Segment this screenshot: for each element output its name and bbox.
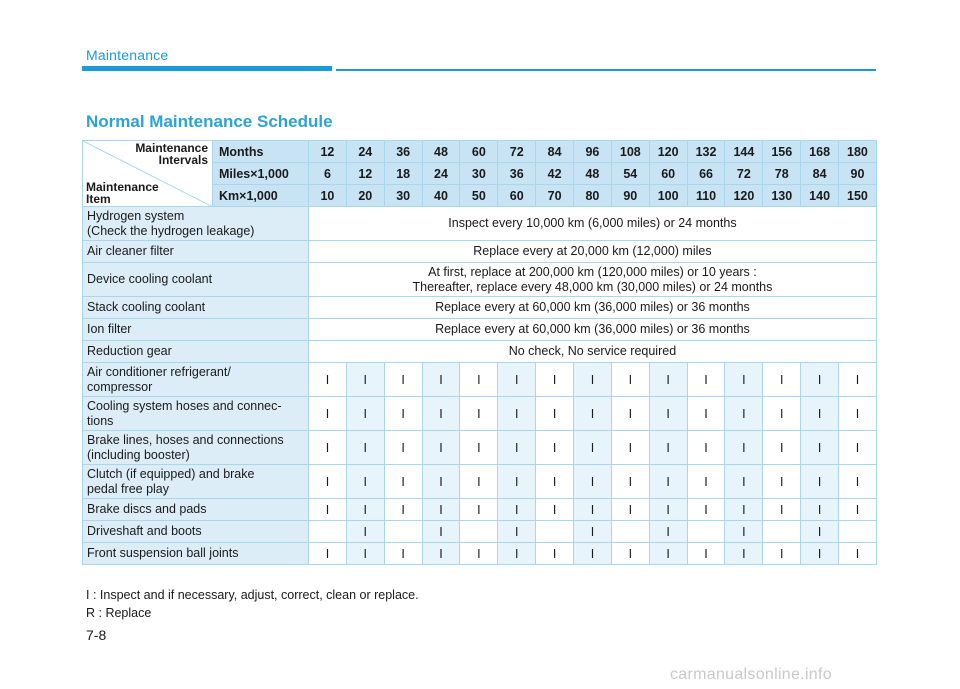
schedule-cell: I bbox=[384, 499, 422, 521]
interval-header-row bbox=[83, 141, 877, 163]
interval-value: 6 bbox=[309, 163, 347, 185]
schedule-cell: I bbox=[611, 543, 649, 565]
maintenance-item-label: Hydrogen system (Check the hydrogen leakage) bbox=[83, 207, 309, 241]
interval-unit-label: Months bbox=[213, 141, 309, 163]
interval-value: 156 bbox=[763, 141, 801, 163]
schedule-cell: I bbox=[763, 465, 801, 499]
schedule-cell: I bbox=[574, 431, 612, 465]
interval-value: 72 bbox=[498, 141, 536, 163]
interval-value: 66 bbox=[687, 163, 725, 185]
schedule-cell: I bbox=[725, 397, 763, 431]
interval-value: 132 bbox=[687, 141, 725, 163]
schedule-cell: I bbox=[460, 363, 498, 397]
schedule-cell: I bbox=[384, 465, 422, 499]
schedule-cell: I bbox=[763, 397, 801, 431]
interval-value: 90 bbox=[839, 163, 877, 185]
schedule-cell: I bbox=[839, 543, 877, 565]
schedule-cell: I bbox=[498, 363, 536, 397]
schedule-cell: I bbox=[309, 363, 347, 397]
schedule-cell: I bbox=[346, 499, 384, 521]
schedule-cell: I bbox=[839, 431, 877, 465]
interval-value: 168 bbox=[801, 141, 839, 163]
table-corner-cell bbox=[83, 141, 213, 207]
schedule-cell: I bbox=[801, 465, 839, 499]
schedule-cell: I bbox=[309, 431, 347, 465]
header-bar-thin bbox=[336, 69, 876, 71]
interval-value: 80 bbox=[574, 185, 612, 207]
schedule-cell: I bbox=[574, 499, 612, 521]
schedule-cell: I bbox=[346, 543, 384, 565]
maintenance-instruction: Replace every at 20,000 km (12,000) miles bbox=[309, 241, 877, 263]
interval-value: 78 bbox=[763, 163, 801, 185]
maintenance-item-label: Clutch (if equipped) and brake pedal free play bbox=[83, 465, 309, 499]
interval-value: 84 bbox=[801, 163, 839, 185]
schedule-cell: I bbox=[309, 397, 347, 431]
schedule-cell: I bbox=[649, 397, 687, 431]
interval-value: 54 bbox=[611, 163, 649, 185]
schedule-cell: I bbox=[309, 543, 347, 565]
schedule-cell: I bbox=[574, 465, 612, 499]
schedule-cell: I bbox=[649, 543, 687, 565]
interval-value: 120 bbox=[649, 141, 687, 163]
schedule-cell: I bbox=[687, 543, 725, 565]
maintenance-item-label: Brake discs and pads bbox=[83, 499, 309, 521]
schedule-cell bbox=[839, 521, 877, 543]
schedule-cell: I bbox=[687, 363, 725, 397]
schedule-cell: I bbox=[422, 363, 460, 397]
schedule-cell: I bbox=[460, 499, 498, 521]
schedule-cell: I bbox=[384, 397, 422, 431]
schedule-cell: I bbox=[460, 431, 498, 465]
interval-value: 20 bbox=[346, 185, 384, 207]
interval-value: 12 bbox=[309, 141, 347, 163]
schedule-cell: I bbox=[801, 521, 839, 543]
maintenance-item-label: Brake lines, hoses and connections (including booster) bbox=[83, 431, 309, 465]
interval-value: 130 bbox=[763, 185, 801, 207]
table-row bbox=[83, 431, 877, 465]
schedule-cell: I bbox=[422, 521, 460, 543]
interval-value: 12 bbox=[346, 163, 384, 185]
schedule-cell: I bbox=[346, 397, 384, 431]
interval-value: 18 bbox=[384, 163, 422, 185]
schedule-cell: I bbox=[687, 499, 725, 521]
schedule-cell: I bbox=[839, 397, 877, 431]
schedule-cell: I bbox=[611, 363, 649, 397]
schedule-cell bbox=[687, 521, 725, 543]
table-row bbox=[83, 363, 877, 397]
interval-value: 140 bbox=[801, 185, 839, 207]
table-row bbox=[83, 465, 877, 499]
schedule-cell: I bbox=[763, 543, 801, 565]
schedule-cell bbox=[309, 521, 347, 543]
schedule-cell: I bbox=[611, 397, 649, 431]
schedule-cell: I bbox=[839, 363, 877, 397]
maintenance-item-label: Air conditioner refrigerant/ compressor bbox=[83, 363, 309, 397]
schedule-cell: I bbox=[801, 363, 839, 397]
schedule-cell: I bbox=[801, 499, 839, 521]
interval-value: 110 bbox=[687, 185, 725, 207]
table-row bbox=[83, 319, 877, 341]
section-title: Normal Maintenance Schedule bbox=[86, 112, 333, 131]
schedule-cell: I bbox=[498, 543, 536, 565]
schedule-cell: I bbox=[725, 499, 763, 521]
schedule-cell: I bbox=[725, 431, 763, 465]
maintenance-instruction: At first, replace at 200,000 km (120,000 miles) or 10 years : Thereafter, replace every 48,000 km (30,000 miles) or 24 months bbox=[309, 263, 877, 297]
interval-value: 24 bbox=[422, 163, 460, 185]
schedule-cell: I bbox=[536, 431, 574, 465]
schedule-cell: I bbox=[839, 465, 877, 499]
schedule-cell: I bbox=[460, 543, 498, 565]
interval-value: 30 bbox=[384, 185, 422, 207]
schedule-cell: I bbox=[725, 543, 763, 565]
maintenance-item-label: Device cooling coolant bbox=[83, 263, 309, 297]
schedule-cell: I bbox=[763, 363, 801, 397]
schedule-cell: I bbox=[498, 499, 536, 521]
schedule-cell: I bbox=[422, 465, 460, 499]
schedule-cell: I bbox=[725, 521, 763, 543]
maintenance-item-label: Stack cooling coolant bbox=[83, 297, 309, 319]
schedule-cell: I bbox=[801, 543, 839, 565]
watermark: carmanualsonline.info bbox=[670, 666, 832, 683]
schedule-cell: I bbox=[763, 499, 801, 521]
schedule-cell: I bbox=[611, 499, 649, 521]
interval-value: 42 bbox=[536, 163, 574, 185]
corner-item-label: Maintenance Item bbox=[86, 180, 159, 206]
interval-value: 48 bbox=[422, 141, 460, 163]
maintenance-schedule-table bbox=[82, 140, 877, 565]
schedule-cell: I bbox=[346, 521, 384, 543]
interval-value: 36 bbox=[498, 163, 536, 185]
schedule-cell: I bbox=[422, 543, 460, 565]
interval-unit-label: Miles×1,000 bbox=[213, 163, 309, 185]
schedule-cell: I bbox=[346, 363, 384, 397]
schedule-cell: I bbox=[309, 499, 347, 521]
schedule-cell: I bbox=[498, 397, 536, 431]
interval-value: 10 bbox=[309, 185, 347, 207]
interval-value: 36 bbox=[384, 141, 422, 163]
page-number: 7-8 bbox=[86, 627, 107, 643]
interval-value: 96 bbox=[574, 141, 612, 163]
schedule-cell: I bbox=[422, 431, 460, 465]
schedule-cell: I bbox=[346, 431, 384, 465]
table-row bbox=[83, 397, 877, 431]
schedule-cell: I bbox=[422, 397, 460, 431]
schedule-cell: I bbox=[649, 499, 687, 521]
schedule-cell: I bbox=[536, 499, 574, 521]
interval-value: 30 bbox=[460, 163, 498, 185]
maintenance-item-label: Air cleaner filter bbox=[83, 241, 309, 263]
maintenance-instruction: Replace every at 60,000 km (36,000 miles) or 36 months bbox=[309, 297, 877, 319]
interval-value: 90 bbox=[611, 185, 649, 207]
schedule-cell: I bbox=[839, 499, 877, 521]
schedule-cell: I bbox=[384, 363, 422, 397]
schedule-cell: I bbox=[574, 363, 612, 397]
corner-intervals-label: Maintenance Intervals bbox=[135, 141, 208, 167]
header-title: Maintenance bbox=[86, 47, 169, 63]
schedule-cell: I bbox=[801, 431, 839, 465]
interval-value: 60 bbox=[649, 163, 687, 185]
interval-unit-label: Km×1,000 bbox=[213, 185, 309, 207]
table-row bbox=[83, 499, 877, 521]
maintenance-item-label: Ion filter bbox=[83, 319, 309, 341]
schedule-cell: I bbox=[384, 431, 422, 465]
schedule-cell bbox=[611, 521, 649, 543]
schedule-cell: I bbox=[460, 397, 498, 431]
schedule-cell bbox=[384, 521, 422, 543]
maintenance-item-label: Reduction gear bbox=[83, 341, 309, 363]
maintenance-instruction: Replace every at 60,000 km (36,000 miles) or 36 months bbox=[309, 319, 877, 341]
interval-value: 144 bbox=[725, 141, 763, 163]
schedule-cell: I bbox=[536, 363, 574, 397]
interval-value: 84 bbox=[536, 141, 574, 163]
schedule-cell: I bbox=[763, 431, 801, 465]
interval-value: 70 bbox=[536, 185, 574, 207]
schedule-cell bbox=[536, 521, 574, 543]
schedule-cell: I bbox=[574, 543, 612, 565]
schedule-cell: I bbox=[611, 431, 649, 465]
schedule-cell: I bbox=[611, 465, 649, 499]
schedule-cell bbox=[460, 521, 498, 543]
schedule-cell: I bbox=[460, 465, 498, 499]
interval-value: 120 bbox=[725, 185, 763, 207]
header-bar-thick bbox=[82, 66, 332, 71]
interval-value: 40 bbox=[422, 185, 460, 207]
table-row bbox=[83, 297, 877, 319]
maintenance-instruction: Inspect every 10,000 km (6,000 miles) or 24 months bbox=[309, 207, 877, 241]
schedule-cell: I bbox=[384, 543, 422, 565]
interval-value: 48 bbox=[574, 163, 612, 185]
interval-value: 60 bbox=[498, 185, 536, 207]
schedule-cell: I bbox=[346, 465, 384, 499]
table-row bbox=[83, 543, 877, 565]
interval-value: 180 bbox=[839, 141, 877, 163]
schedule-cell: I bbox=[687, 397, 725, 431]
schedule-cell bbox=[763, 521, 801, 543]
note-replace: R : Replace bbox=[86, 606, 152, 620]
schedule-cell: I bbox=[498, 431, 536, 465]
schedule-cell: I bbox=[725, 465, 763, 499]
schedule-cell: I bbox=[649, 465, 687, 499]
maintenance-item-label: Front suspension ball joints bbox=[83, 543, 309, 565]
schedule-cell: I bbox=[725, 363, 763, 397]
schedule-cell: I bbox=[498, 521, 536, 543]
schedule-cell: I bbox=[574, 521, 612, 543]
table-row bbox=[83, 207, 877, 241]
table-row bbox=[83, 263, 877, 297]
schedule-cell: I bbox=[687, 431, 725, 465]
note-inspect: I : Inspect and if necessary, adjust, correct, clean or replace. bbox=[86, 588, 419, 602]
schedule-cell: I bbox=[649, 431, 687, 465]
interval-value: 108 bbox=[611, 141, 649, 163]
schedule-cell: I bbox=[574, 397, 612, 431]
interval-value: 72 bbox=[725, 163, 763, 185]
schedule-cell: I bbox=[536, 465, 574, 499]
interval-value: 150 bbox=[839, 185, 877, 207]
table-row bbox=[83, 521, 877, 543]
schedule-cell: I bbox=[687, 465, 725, 499]
schedule-cell: I bbox=[309, 465, 347, 499]
interval-value: 100 bbox=[649, 185, 687, 207]
interval-value: 24 bbox=[346, 141, 384, 163]
schedule-cell: I bbox=[498, 465, 536, 499]
maintenance-instruction: No check, No service required bbox=[309, 341, 877, 363]
maintenance-item-label: Cooling system hoses and connec- tions bbox=[83, 397, 309, 431]
legend-notes bbox=[86, 586, 419, 622]
schedule-cell: I bbox=[536, 397, 574, 431]
maintenance-item-label: Driveshaft and boots bbox=[83, 521, 309, 543]
schedule-cell: I bbox=[649, 521, 687, 543]
schedule-cell: I bbox=[649, 363, 687, 397]
table-row bbox=[83, 341, 877, 363]
table-row bbox=[83, 241, 877, 263]
schedule-cell: I bbox=[801, 397, 839, 431]
interval-value: 60 bbox=[460, 141, 498, 163]
interval-value: 50 bbox=[460, 185, 498, 207]
schedule-cell: I bbox=[422, 499, 460, 521]
schedule-cell: I bbox=[536, 543, 574, 565]
